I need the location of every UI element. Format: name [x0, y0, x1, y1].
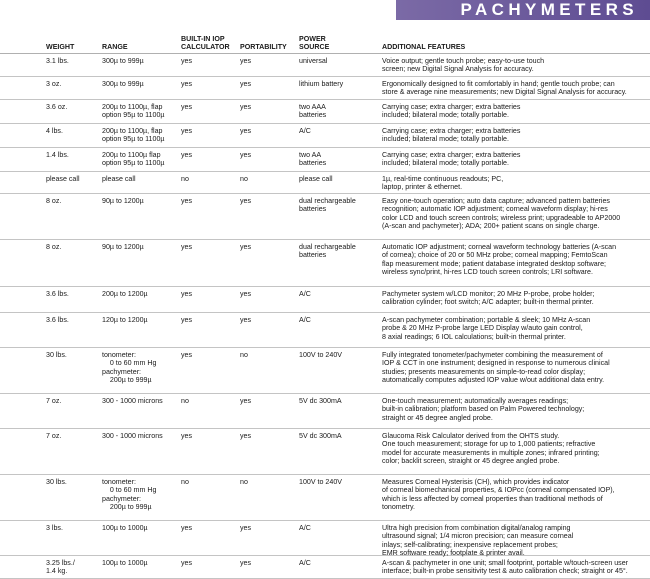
cell-iop: no	[181, 175, 189, 183]
cell-weight: 7 oz.	[46, 397, 62, 405]
table-row	[0, 240, 650, 287]
table-row	[0, 54, 650, 77]
cell-weight: 30 lbs.	[46, 351, 67, 359]
cell-features: Voice output; gentle touch probe; easy-to-use touch screen; new Digital Signal Analysis for accuracy.	[382, 57, 545, 74]
cell-power: universal	[299, 57, 328, 65]
cell-iop: yes	[181, 432, 193, 440]
title-banner	[396, 0, 650, 20]
cell-weight: 3.6 lbs.	[46, 316, 69, 324]
cell-portability: yes	[240, 197, 252, 205]
header-weight: WEIGHT	[46, 43, 75, 51]
cell-features: One-touch measurement; automatically averages readings; built-in calibration; platform based on Palm Powered technology; straight or 45 degree angled probe.	[382, 397, 585, 422]
cell-iop: yes	[181, 290, 193, 298]
cell-range: 200µ to 1100µ, flap option 95µ to 1100µ	[102, 127, 165, 144]
cell-portability: yes	[240, 127, 252, 135]
cell-weight: 3.1 lbs.	[46, 57, 69, 65]
cell-power: 100V to 240V	[299, 351, 342, 359]
cell-portability: yes	[240, 524, 252, 532]
table-row	[0, 194, 650, 240]
cell-range: please call	[102, 175, 136, 183]
cell-power: lithium battery	[299, 80, 344, 88]
cell-portability: yes	[240, 80, 252, 88]
table-row	[0, 521, 650, 556]
table-row	[0, 124, 650, 148]
cell-weight: 3.6 oz.	[46, 103, 68, 111]
cell-portability: yes	[240, 316, 252, 324]
cell-iop: yes	[181, 316, 193, 324]
cell-range: 100µ to 1000µ	[102, 524, 148, 532]
cell-iop: yes	[181, 559, 193, 567]
table-row	[0, 148, 650, 172]
cell-features: Measures Corneal Hysterisis (CH), which provides indicator of corneal biomechanical properties, & IOPcc (corneal compensated IOP), which is less affected by corneal properties than traditional methods of tonometry.	[382, 478, 615, 511]
cell-portability: yes	[240, 290, 252, 298]
cell-range: 300µ to 999µ	[102, 80, 144, 88]
cell-features: Carrying case; extra charger; extra batteries included; bilateral mode; totally portable.	[382, 127, 521, 144]
cell-weight: 8 oz.	[46, 243, 62, 251]
cell-features: Fully integrated tonometer/pachymeter combining the measurement of IOP & CCT in one instrument; designed in response to numerous clinical studies; presents measurements on simple-to-read color display; automatically computes adjusted IOP value w/out additional data entry.	[382, 351, 610, 384]
cell-range: tonometer: 0 to 60 mm Hg pachymeter: 200µ to 999µ	[102, 478, 157, 511]
cell-power: please call	[299, 175, 333, 183]
cell-features: Carrying case; extra charger; extra batteries included; bilateral mode; totally portable.	[382, 103, 521, 120]
cell-range: 300 - 1000 microns	[102, 397, 163, 405]
table-row	[0, 100, 650, 124]
cell-range: 90µ to 1200µ	[102, 243, 144, 251]
cell-features: 1µ, real-time continuous readouts; PC, laptop, printer & ethernet.	[382, 175, 504, 192]
table-row	[0, 313, 650, 348]
cell-power: 5V dc 300mA	[299, 397, 342, 405]
cell-power: 100V to 240V	[299, 478, 342, 486]
cell-iop: yes	[181, 80, 193, 88]
cell-power: A/C	[299, 524, 311, 532]
table-row	[0, 429, 650, 475]
table-body	[0, 54, 650, 579]
cell-features: Ultra high precision from combination digital/analog ramping ultrasound signal; 1/4 micron precision; can measure corneal inlays; self-calibrating; inexpensive replacement probes; EMR software ready; footplate & printer avail.	[382, 524, 574, 557]
cell-iop: yes	[181, 151, 193, 159]
cell-iop: yes	[181, 524, 193, 532]
cell-power: dual rechargeable batteries	[299, 197, 356, 214]
table-row	[0, 172, 650, 194]
header-portability: PORTABILITY	[240, 43, 287, 51]
cell-portability: yes	[240, 397, 252, 405]
cell-portability: yes	[240, 57, 252, 65]
cell-iop: no	[181, 478, 189, 486]
cell-range: tonometer: 0 to 60 mm Hg pachymeter: 200µ to 999µ	[102, 351, 157, 384]
cell-features: Easy one-touch operation; auto data capture; advanced pattern batteries recognition; automatic IOP adjustment; corneal waveform display; hi-res color LCD and touch screen controls; wireless print; upgradeable to AP2000 (A-scan and pachymeter); ADA; 200+ patient scans on single charge.	[382, 197, 621, 230]
cell-range: 100µ to 1000µ	[102, 559, 148, 567]
cell-range: 120µ to 1200µ	[102, 316, 148, 324]
header-iop: BUILT-IN IOP CALCULATOR	[181, 35, 230, 51]
cell-power: 5V dc 300mA	[299, 432, 342, 440]
cell-features: Glaucoma Risk Calculator derived from the OHTS study. One touch measurement; storage for up to 1,000 patients; refractive model for accurate measurements in multiple zones; infrared printing; color; backlit screen, straight or 45 degree angled probe.	[382, 432, 600, 465]
cell-power: dual rechargeable batteries	[299, 243, 356, 260]
cell-range: 200µ to 1100µ, flap option 95µ to 1100µ	[102, 103, 165, 120]
cell-weight: 4 lbs.	[46, 127, 63, 135]
table-row	[0, 475, 650, 521]
table-row	[0, 287, 650, 313]
cell-portability: yes	[240, 432, 252, 440]
page-title: PACHYMETERS	[460, 0, 638, 19]
cell-range: 300 - 1000 microns	[102, 432, 163, 440]
cell-iop: yes	[181, 243, 193, 251]
cell-portability: no	[240, 478, 248, 486]
table-row	[0, 394, 650, 429]
cell-range: 200µ to 1200µ	[102, 290, 148, 298]
cell-range: 90µ to 1200µ	[102, 197, 144, 205]
cell-portability: no	[240, 175, 248, 183]
table-row	[0, 77, 650, 100]
cell-power: two AAA batteries	[299, 103, 327, 120]
cell-portability: yes	[240, 151, 252, 159]
cell-range: 300µ to 999µ	[102, 57, 144, 65]
cell-range: 200µ to 1100µ flap option 95µ to 1100µ	[102, 151, 165, 168]
header-features: ADDITIONAL FEATURES	[382, 43, 466, 51]
cell-power: A/C	[299, 290, 311, 298]
cell-features: Pachymeter system w/LCD monitor; 20 MHz P-probe, probe holder; calibration cylinder; foot switch; A/C adapter; built-in thermal printer.	[382, 290, 595, 307]
cell-weight: 3.25 lbs./ 1.4 kg.	[46, 559, 75, 576]
cell-portability: yes	[240, 243, 252, 251]
cell-iop: yes	[181, 197, 193, 205]
cell-weight: 3 lbs.	[46, 524, 63, 532]
cell-weight: 3 oz.	[46, 80, 62, 88]
cell-portability: yes	[240, 103, 252, 111]
cell-portability: no	[240, 351, 248, 359]
table-row	[0, 556, 650, 579]
cell-iop: yes	[181, 103, 193, 111]
cell-weight: 30 lbs.	[46, 478, 67, 486]
table-header	[0, 31, 650, 54]
cell-weight: 7 oz.	[46, 432, 62, 440]
cell-power: A/C	[299, 316, 311, 324]
cell-iop: yes	[181, 57, 193, 65]
header-power: POWER SOURCE	[299, 35, 330, 51]
cell-features: A-scan & pachymeter in one unit; small footprint, portable w/touch-screen user interface; built-in probe sensitivity test & auto calibration check; straight or 45°.	[382, 559, 629, 576]
cell-power: two AA batteries	[299, 151, 327, 168]
cell-features: Ergonomically designed to fit comfortably in hand; gentle touch probe; can store & average nine measurements; new Digital Signal Analysis for accuracy.	[382, 80, 627, 97]
cell-power: A/C	[299, 559, 311, 567]
cell-weight: 8 oz.	[46, 197, 62, 205]
cell-weight: please call	[46, 175, 80, 183]
table-row	[0, 348, 650, 394]
cell-iop: yes	[181, 127, 193, 135]
cell-weight: 1.4 lbs.	[46, 151, 69, 159]
cell-power: A/C	[299, 127, 311, 135]
cell-portability: yes	[240, 559, 252, 567]
cell-iop: yes	[181, 351, 193, 359]
cell-features: A-scan pachymeter combination; portable & sleek; 10 MHz A-scan probe & 20 MHz P-probe large LED Display w/auto gain control, 8 axial readings; 6 IOL calculations; built-in thermal printer.	[382, 316, 591, 341]
cell-features: Automatic IOP adjustment; corneal waveform technology batteries (A-scan of cornea); choice of 20 or 50 MHz probe; corneal mapping; FemtoScan flap measurement mode; patient database integrated desktop software; wireless sync/print, hi-res LCD touch screen controls; LRI software.	[382, 243, 617, 276]
cell-features: Carrying case; extra charger; extra batteries included; bilateral mode; totally portable.	[382, 151, 521, 168]
cell-weight: 3.6 lbs.	[46, 290, 69, 298]
header-range: RANGE	[102, 43, 128, 51]
cell-iop: no	[181, 397, 189, 405]
